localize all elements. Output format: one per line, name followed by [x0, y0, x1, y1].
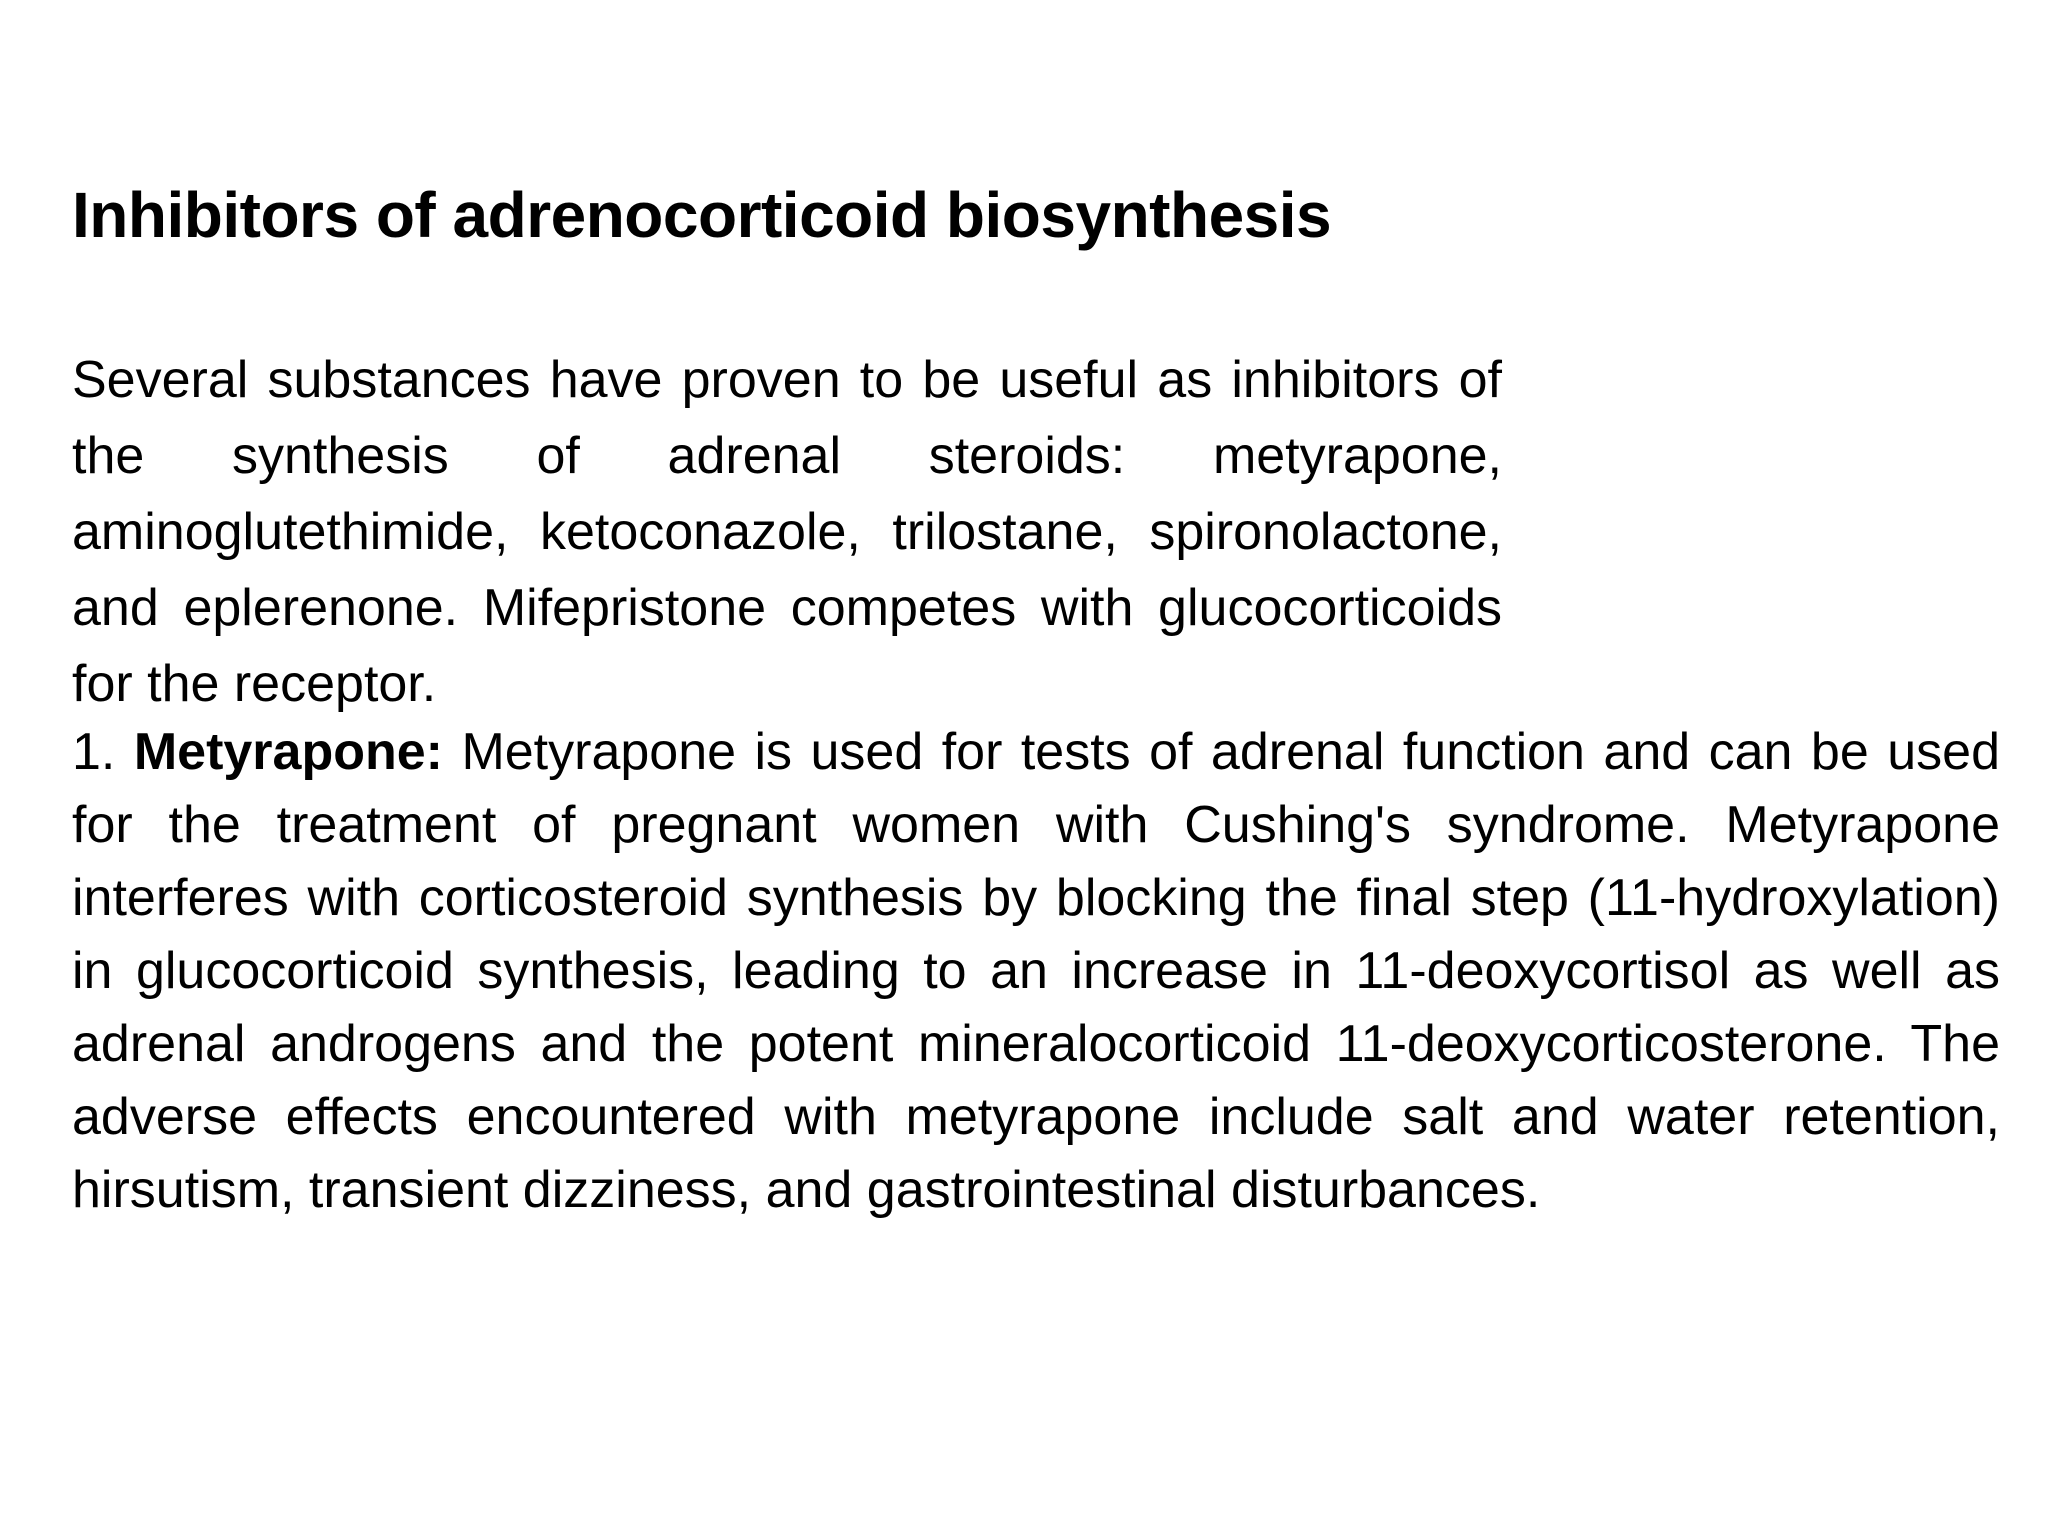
slide-title: Inhibitors of adrenocorticoid biosynthesis	[72, 179, 1332, 251]
point-name: Metyrapone:	[133, 723, 443, 781]
point-text: Metyrapone is used for tests of adrenal function and can be used for the treatment of pregnant women with Cushing's syndrome. Metyrapone interferes with corticosteroid synthesis by blocking the final step (11-hydroxylation) in glucocorticoid synthesis, leading to an increase in 11-deoxycortisol as well as adrenal androgens and the potent mineralocorticoid 11-deoxycorticosterone. The adverse effects encountered with metyrapone include salt and water retention, hirsutism, transient dizziness, and gastrointestinal disturbances.	[72, 723, 2000, 1219]
point-metyrapone	[72, 716, 2000, 1227]
intro-paragraph: Several substances have proven to be useful as inhibitors of the synthesis of adrenal steroids: metyrapone, aminoglutethimide, ketoconazole, trilostane, spironolactone, and eplerenone. Mifepristone competes with glucocorticoids for the receptor.	[72, 351, 1502, 713]
point-number: 1.	[72, 723, 116, 781]
